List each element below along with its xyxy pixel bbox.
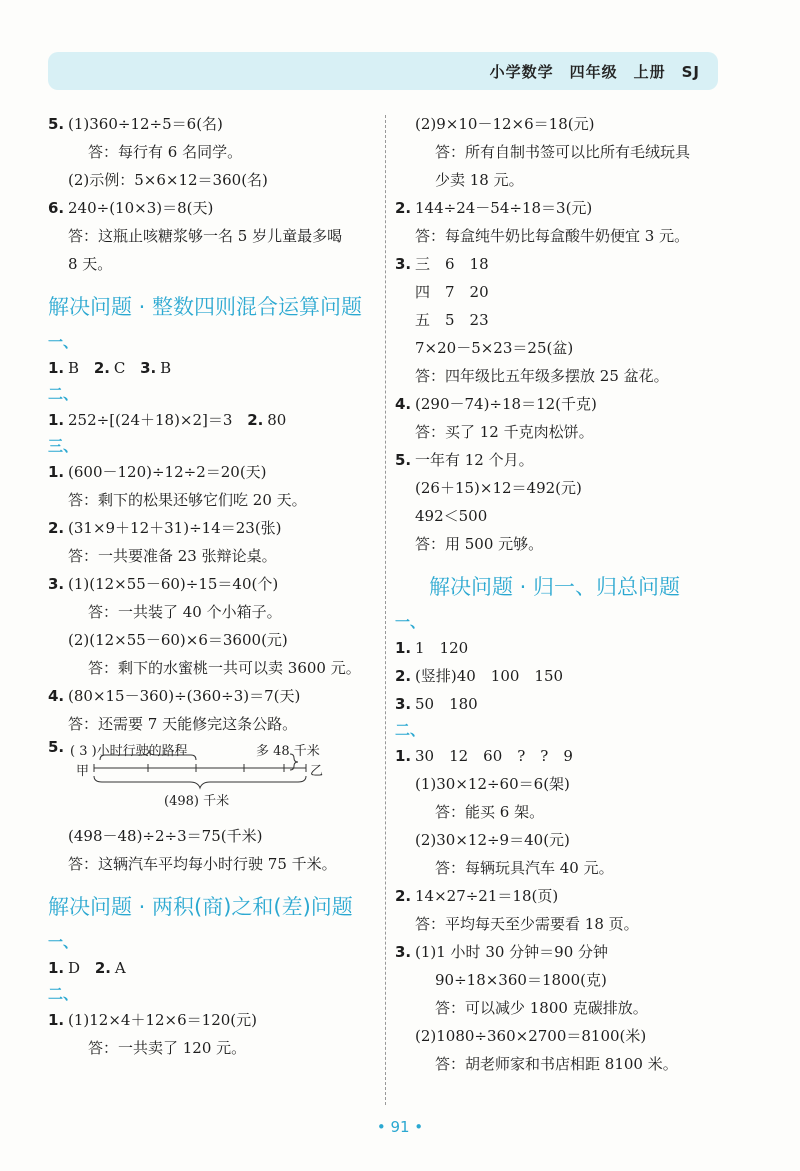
answer-line: 答：这瓶止咳糖浆够一名 5 岁儿童最多喝 [68,227,343,245]
answer-line: 2. 144÷24－54÷18＝3(元) [395,199,593,217]
answer-line: 五 5 23 [415,311,489,329]
answer-line: (2)30×12÷9＝40(元) [415,831,570,849]
answer-line: 492＜500 [415,507,488,525]
header-title: 小学数学 四年级 上册 SJ [489,63,700,81]
diagram-more-label: 多 48 千米 [256,744,320,759]
answer-line: 答：能买 6 架。 [435,803,545,821]
answer-line: 2. (竖排)40 100 150 [395,667,564,685]
answer-line: (1)30×12÷60＝6(架) [415,775,570,793]
part-heading: 一、 [48,333,79,351]
part-heading: 二、 [48,385,79,403]
answer-line: 1. B 2. C 3. B [48,359,172,377]
answer-line: 答：剩下的松果还够它们吃 20 天。 [68,491,307,509]
answer-line: 答：一共装了 40 个小箱子。 [88,603,282,621]
answer-line: 1. 30 12 60 ? ? 9 [395,747,573,765]
answer-line: 6. 240÷(10×3)＝8(天) [48,199,214,217]
part-heading: 二、 [48,985,79,1003]
part-heading: 二、 [395,721,426,739]
answer-line: 答：所有自制书签可以比所有毛绒玩具 [435,143,691,161]
answer-line: 1. 252÷[(24＋18)×2]＝3 2. 80 [48,411,287,429]
diagram-total: (498) 千米 [164,794,230,809]
header-bar [48,52,718,90]
answer-line: 5. (1)360÷12÷5＝6(名) [48,115,223,133]
answer-line: 90÷18×360＝1800(克) [435,971,607,989]
answer-line: (2)(12×55－60)×6＝3600(元) [68,631,288,649]
answer-line: 答：每辆玩具汽车 40 元。 [435,859,614,877]
answer-line: 答：用 500 元够。 [415,535,544,553]
left-column [48,110,383,1062]
answer-line: 4. (290－74)÷18＝12(千克) [395,395,597,413]
answer-line: 答：这辆汽车平均每小时行驶 75 千米。 [68,855,337,873]
answer-line: 8 天。 [68,255,113,273]
answer-line: 7×20－5×23＝25(盆) [415,339,574,357]
answer-line: 1. 1 120 [395,639,469,657]
answer-line: 答：胡老师家和书店相距 8100 米。 [435,1055,678,1073]
answer-line: 答：每盒纯牛奶比每盒酸牛奶便宜 3 元。 [415,227,690,245]
right-column [395,110,740,1078]
answer-line: (498－48)÷2÷3＝75(千米) [68,827,263,845]
answer-line: 3. (1)1 小时 30 分钟＝90 分钟 [395,943,609,961]
diagram-start: 甲 [76,764,90,779]
answer-line: 3. (1)(12×55－60)÷15＝40(个) [48,575,279,593]
answer-line: 答：剩下的水蜜桃一共可以卖 3600 元。 [88,659,361,677]
section-title: 解决问题 · 归一、归总问题 [429,575,681,599]
answer-line: 答：一共要准备 23 张辩论桌。 [68,547,277,565]
answer-line: 3. 三 6 18 [395,255,489,273]
answer-line: (26＋15)×12＝492(元) [415,479,582,497]
answer-line: 答：四年级比五年级多摆放 25 盆花。 [415,367,669,385]
page-number: • 91 • [376,1118,424,1136]
column-divider [385,115,386,1105]
part-heading: 一、 [395,613,426,631]
answer-line: 答：一共卖了 120 元。 [88,1039,247,1057]
answer-line: 1. (1)12×4＋12×6＝120(元) [48,1011,257,1029]
answer-line: (2)9×10－12×6＝18(元) [415,115,595,133]
answer-line: 1. (600－120)÷12÷2＝20(天) [48,463,267,481]
answer-line: 四 7 20 [415,283,489,301]
diagram-top-label: ( 3 )小时行驶的路程 [70,744,188,759]
answer-line: (2)1080÷360×2700＝8100(米) [415,1027,647,1045]
answer-line: 答：可以减少 1800 克碳排放。 [435,999,648,1017]
diagram-lines [48,738,348,822]
answer-line: 答：平均每天至少需要看 18 页。 [415,915,639,933]
answer-line: 2. (31×9＋12＋31)÷14＝23(张) [48,519,282,537]
answer-line: 4. (80×15－360)÷(360÷3)＝7(天) [48,687,301,705]
answer-line: 1. D 2. A [48,959,126,977]
answer-line: 少卖 18 元。 [435,171,524,189]
diagram-end: 乙 [310,764,324,779]
line-segment-diagram: 5. ( 3 )小时行驶的路程 多 48 千米 甲 乙 (498) 千米 [48,738,383,822]
answer-line: 2. 14×27÷21＝18(页) [395,887,559,905]
answer-line: 答：每行有 6 名同学。 [88,143,243,161]
answer-line: 答：还需要 7 天能修完这条公路。 [68,715,298,733]
part-heading: 一、 [48,933,79,951]
answer-line: 3. 50 180 [395,695,478,713]
answer-line: 5. 一年有 12 个月。 [395,451,534,469]
part-heading: 三、 [48,437,79,455]
answer-line: (2)示例：5×6×12＝360(名) [68,171,268,189]
section-title: 解决问题 · 两积(商)之和(差)问题 [48,895,353,919]
section-title: 解决问题 · 整数四则混合运算问题 [48,295,363,319]
answer-line: 答：买了 12 千克肉松饼。 [415,423,594,441]
